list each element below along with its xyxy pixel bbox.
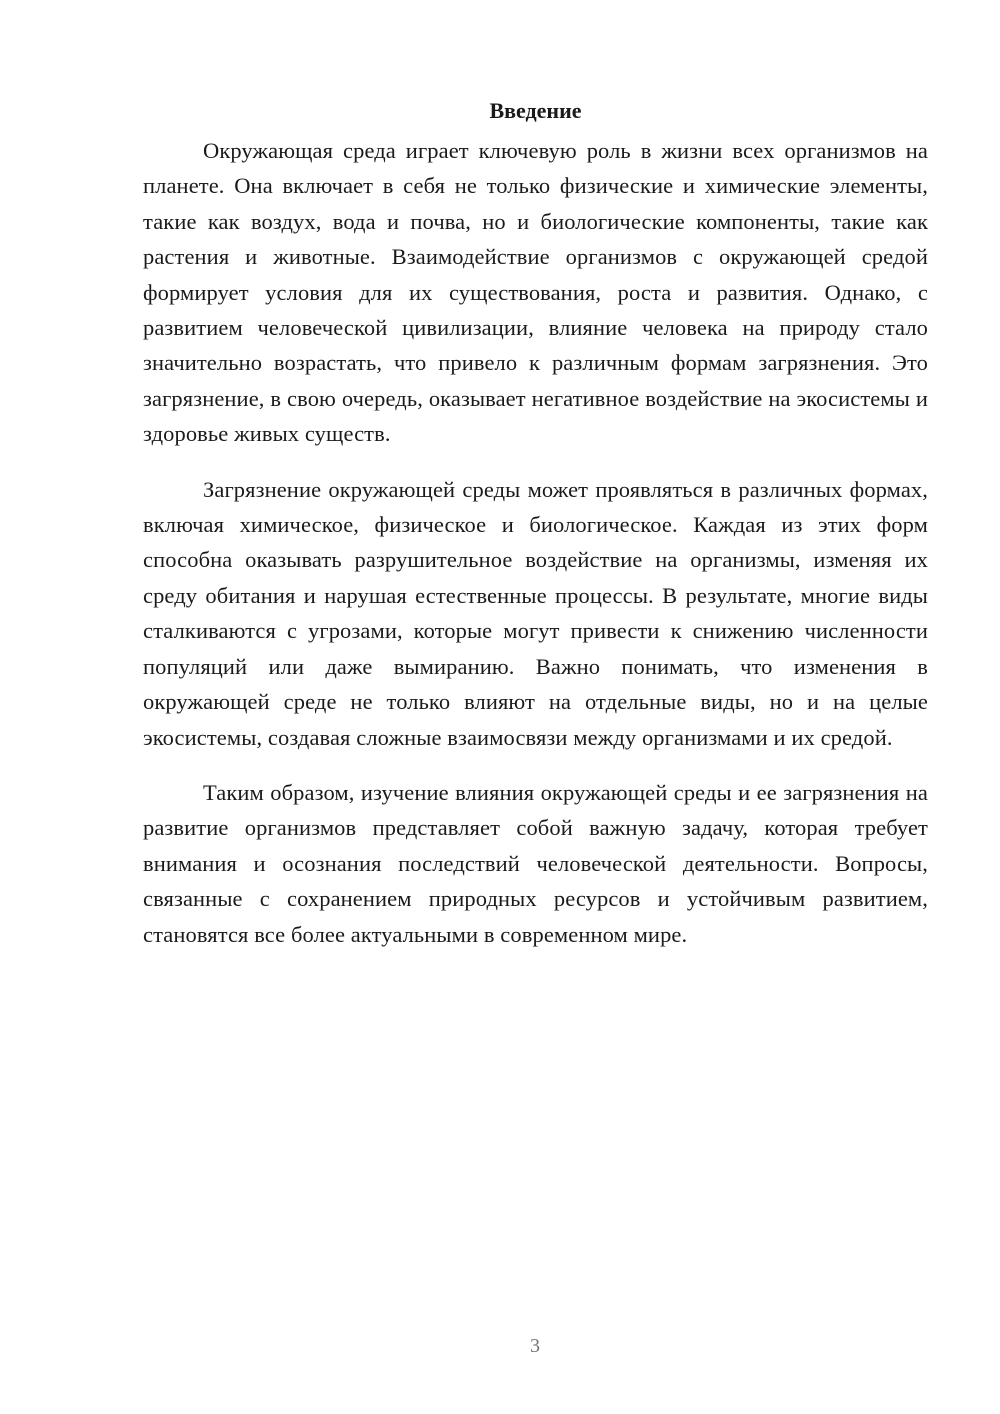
page-content	[143, 96, 928, 952]
paragraph-1: Окружающая среда играет ключевую роль в жизни всех организмов на планете. Она включает в себя не только физические и химические элементы, такие как воздух, вода и почва, но и биологические компоненты, такие как растения и животные. Взаимодействие организмов с окружающей средой формирует условия для их существования, роста и развития. Однако, с развитием человеческой цивилизации, влияние человека на природу стало значительно возрастать, что привело к различным формам загрязнения. Это загрязнение, в свою очередь, оказывает негативное воздействие на экосистемы и здоровье живых существ.	[143, 138, 928, 447]
paragraph-2: Загрязнение окружающей среды может проявляться в различных формах, включая химическое, физическое и биологическое. Каждая из этих форм способна оказывать разрушительное воздействие на организмы, изменяя их среду обитания и нарушая естественные процессы. В результате, многие виды сталкиваются с угрозами, которые могут привести к снижению численности популяций или даже вымиранию. Важно понимать, что изменения в окружающей среде не только влияют на отдельные виды, но и на целые экосистемы, создавая сложные взаимосвязи между организмами и их средой.	[143, 476, 928, 750]
section-heading: Введение	[489, 98, 582, 123]
paragraph-3: Таким образом, изучение влияния окружающей среды и ее загрязнения на развитие организмов представляет собой важную задачу, которая требует внимания и осознания последствий человеческой деятельности. Вопросы, связанные с сохранением природных ресурсов и устойчивым развитием, становятся все более актуальными в современном мире.	[143, 779, 928, 947]
page-number: 3	[530, 1335, 540, 1357]
